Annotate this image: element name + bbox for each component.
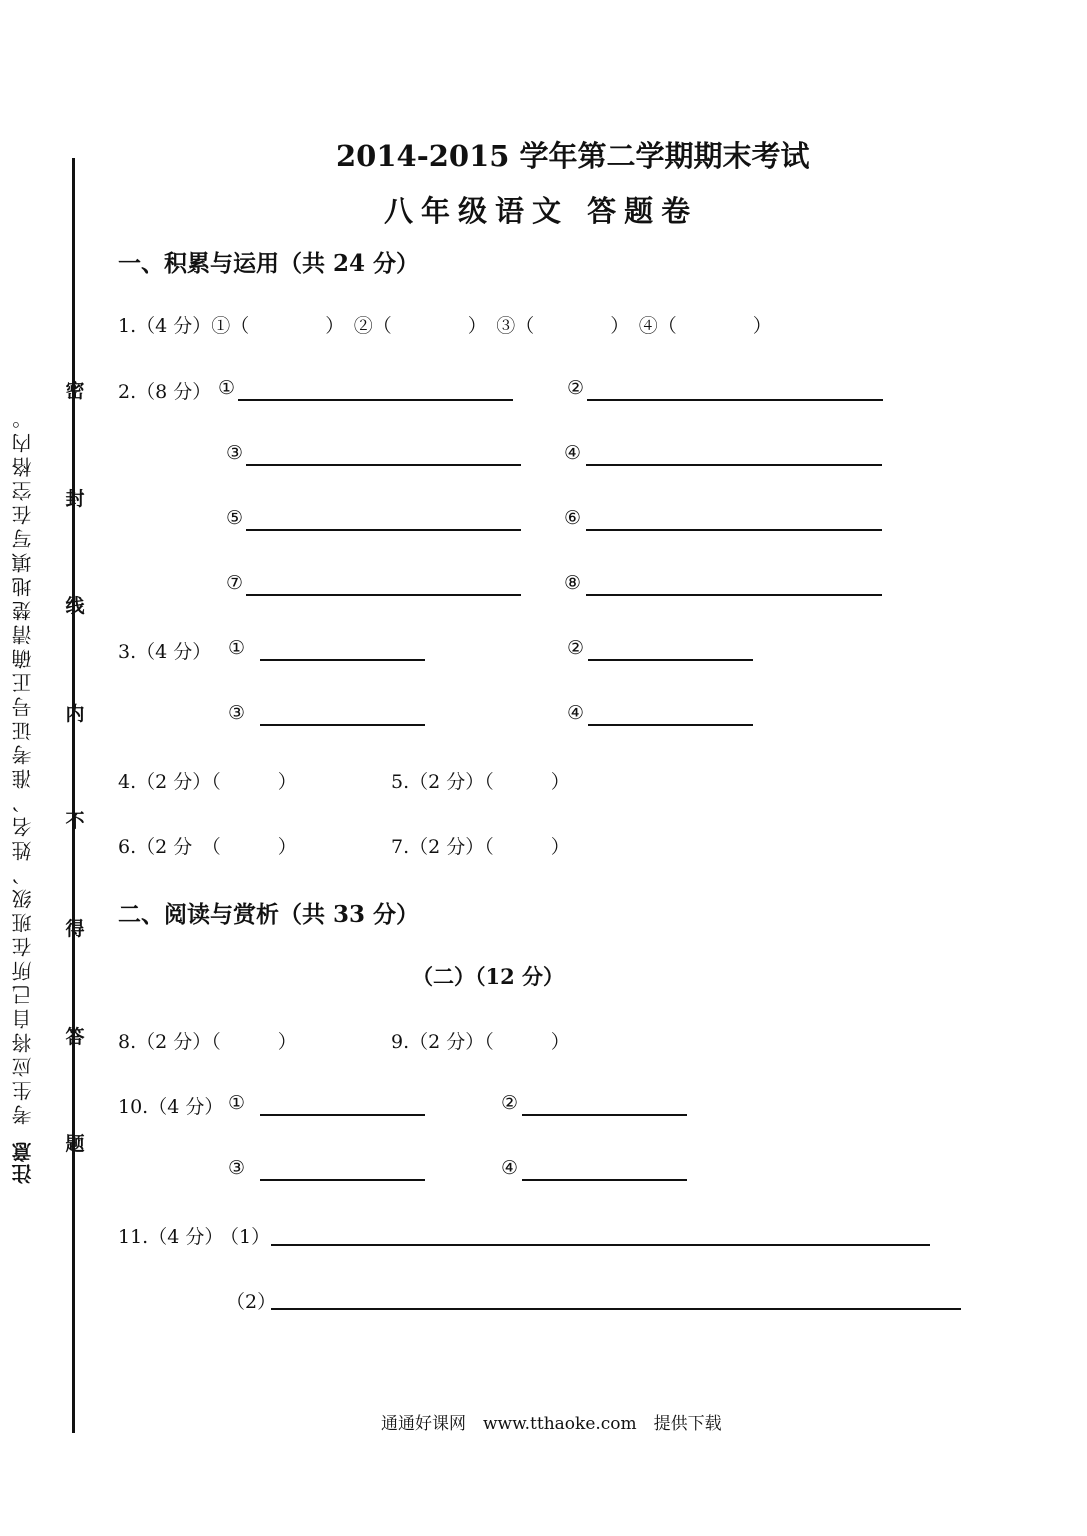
q2-mark-6: ⑥: [564, 507, 582, 529]
q3-blank-4[interactable]: [588, 724, 753, 726]
q11-sub-1: （1）: [220, 1226, 271, 1248]
q2-mark-8: ⑧: [564, 572, 582, 594]
q3-mark-2: ②: [567, 637, 585, 659]
q2-blank-3[interactable]: [246, 464, 521, 466]
seal-char-xian: 线: [65, 595, 85, 617]
question-8: 8.（2 分）（ ）: [118, 1031, 297, 1053]
question-10-label: 10.（4 分）: [118, 1096, 224, 1118]
notice-label: 注意: [11, 1140, 35, 1184]
seal-char-bu: 不: [65, 810, 85, 832]
question-11-label: 11.（4 分）: [118, 1226, 224, 1248]
q10-blank-3[interactable]: [260, 1179, 425, 1181]
seal-char-ti: 题: [65, 1133, 85, 1155]
seal-char-feng: 封: [65, 488, 85, 510]
q2-blank-1[interactable]: [238, 399, 513, 401]
q11-sub-2: （2）: [226, 1291, 277, 1313]
q11-blank-2[interactable]: [271, 1308, 961, 1310]
q2-mark-5: ⑤: [226, 507, 244, 529]
q10-blank-2[interactable]: [522, 1114, 687, 1116]
page-subtitle: 八年级语文 答题卷: [384, 194, 699, 228]
question-2-label: 2.（8 分）: [118, 381, 212, 403]
q10-mark-2: ②: [501, 1092, 519, 1114]
question-9: 9.（2 分）（ ）: [391, 1031, 570, 1053]
q2-blank-7[interactable]: [246, 594, 521, 596]
q2-blank-8[interactable]: [586, 594, 882, 596]
seal-line: [72, 158, 75, 1433]
question-6: 6.（2 分 （ ）: [118, 836, 297, 858]
question-1: 1.（4 分）①（ ） ②（ ） ③（ ） ④（ ）: [118, 315, 772, 337]
question-5: 5.（2 分）（ ）: [391, 771, 570, 793]
question-7: 7.（2 分）（ ）: [391, 836, 570, 858]
q3-blank-1[interactable]: [260, 659, 425, 661]
q3-blank-3[interactable]: [260, 724, 425, 726]
seal-char-de: 得: [65, 918, 85, 940]
seal-char-nei: 内: [65, 703, 85, 725]
q2-mark-1: ①: [218, 377, 236, 399]
seal-char-mi: 密: [65, 380, 85, 402]
q2-blank-6[interactable]: [586, 529, 882, 531]
q2-mark-3: ③: [226, 442, 244, 464]
q2-blank-5[interactable]: [246, 529, 521, 531]
q10-blank-4[interactable]: [522, 1179, 687, 1181]
question-4: 4.（2 分）（ ）: [118, 771, 297, 793]
q10-blank-1[interactable]: [260, 1114, 425, 1116]
section-1-title: 一、积累与运用（共 24 分）: [118, 250, 420, 277]
seal-char-da: 答: [65, 1026, 85, 1048]
q3-mark-4: ④: [567, 702, 585, 724]
section-2-title: 二、阅读与赏析（共 33 分）: [118, 901, 420, 928]
q3-mark-3: ③: [228, 702, 246, 724]
notice-text: 考生应将自己所在班级、姓名、准考证号正确清楚地填写在空格内。: [11, 405, 35, 1125]
q2-blank-4[interactable]: [586, 464, 882, 466]
page-title: 2014-2015 学年第二学期期末考试: [336, 139, 810, 173]
q2-mark-7: ⑦: [226, 572, 244, 594]
q10-mark-1: ①: [228, 1092, 246, 1114]
question-3-label: 3.（4 分）: [118, 641, 212, 663]
q2-mark-2: ②: [567, 377, 585, 399]
footer-text: 通通好课网 www.tthaoke.com 提供下载: [381, 1414, 722, 1434]
q2-mark-4: ④: [564, 442, 582, 464]
q10-mark-3: ③: [228, 1157, 246, 1179]
q3-blank-2[interactable]: [588, 659, 753, 661]
q10-mark-4: ④: [501, 1157, 519, 1179]
q11-blank-1[interactable]: [271, 1244, 930, 1246]
section-2-part: （二）（12 分）: [412, 964, 565, 989]
q3-mark-1: ①: [228, 637, 246, 659]
q2-blank-2[interactable]: [587, 399, 883, 401]
